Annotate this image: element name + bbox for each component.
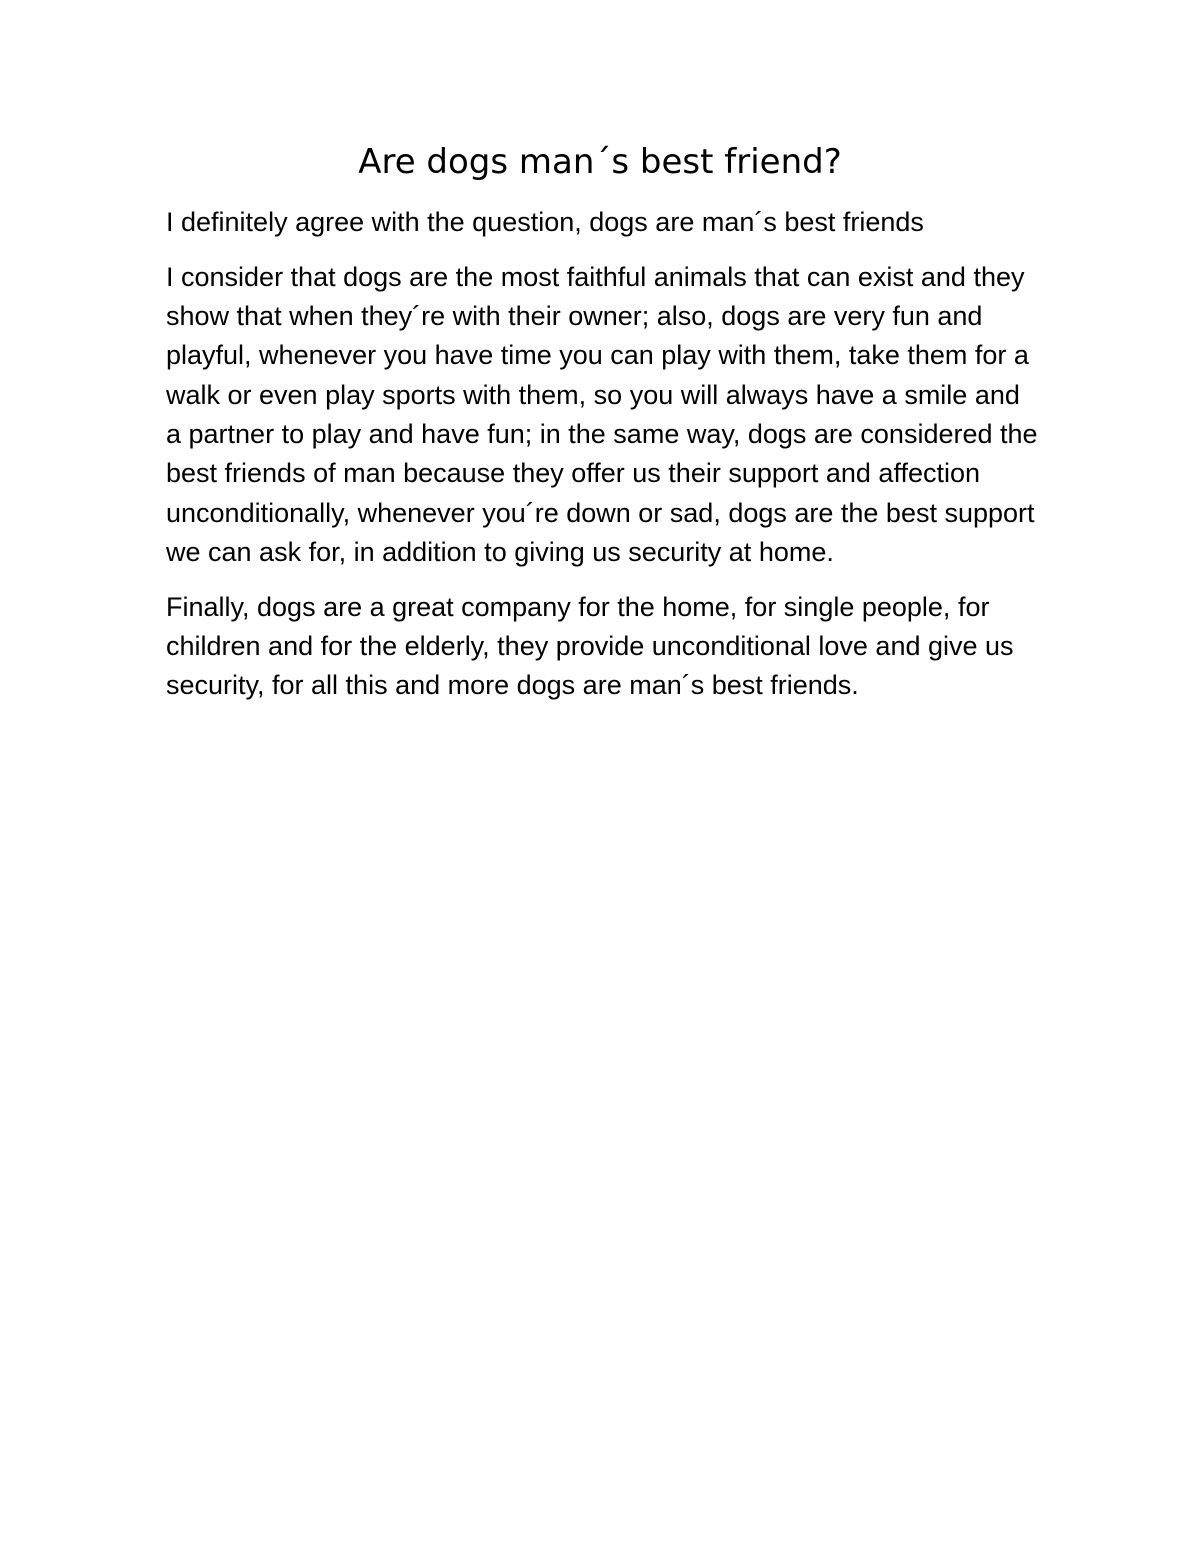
paragraph-main: I consider that dogs are the most faithful animals that can exist and they show that when they´re with their owner; also, dogs are very fun and playful, whenever you have time you can play with them, take them for a walk or even play sports with them, so you will always have a smile and a partner to play and have fun; in the same way, dogs are considered the best friends of man because they offer us their support and affection unconditionally, whenever you´re down or sad, dogs are the best support we can ask for, in addition to giving us security at home.	[166, 261, 1038, 567]
paragraph-intro: I definitely agree with the question, dogs are man´s best friends	[166, 207, 924, 237]
document-title: Are dogs man´s best friend?	[358, 142, 842, 182]
paragraph-conclusion: Finally, dogs are a great company for the home, for single people, for children and for the elderly, they provide unconditional love and give us security, for all this and more dogs are man´s best friends.	[166, 591, 1014, 701]
document-body	[166, 203, 1041, 721]
